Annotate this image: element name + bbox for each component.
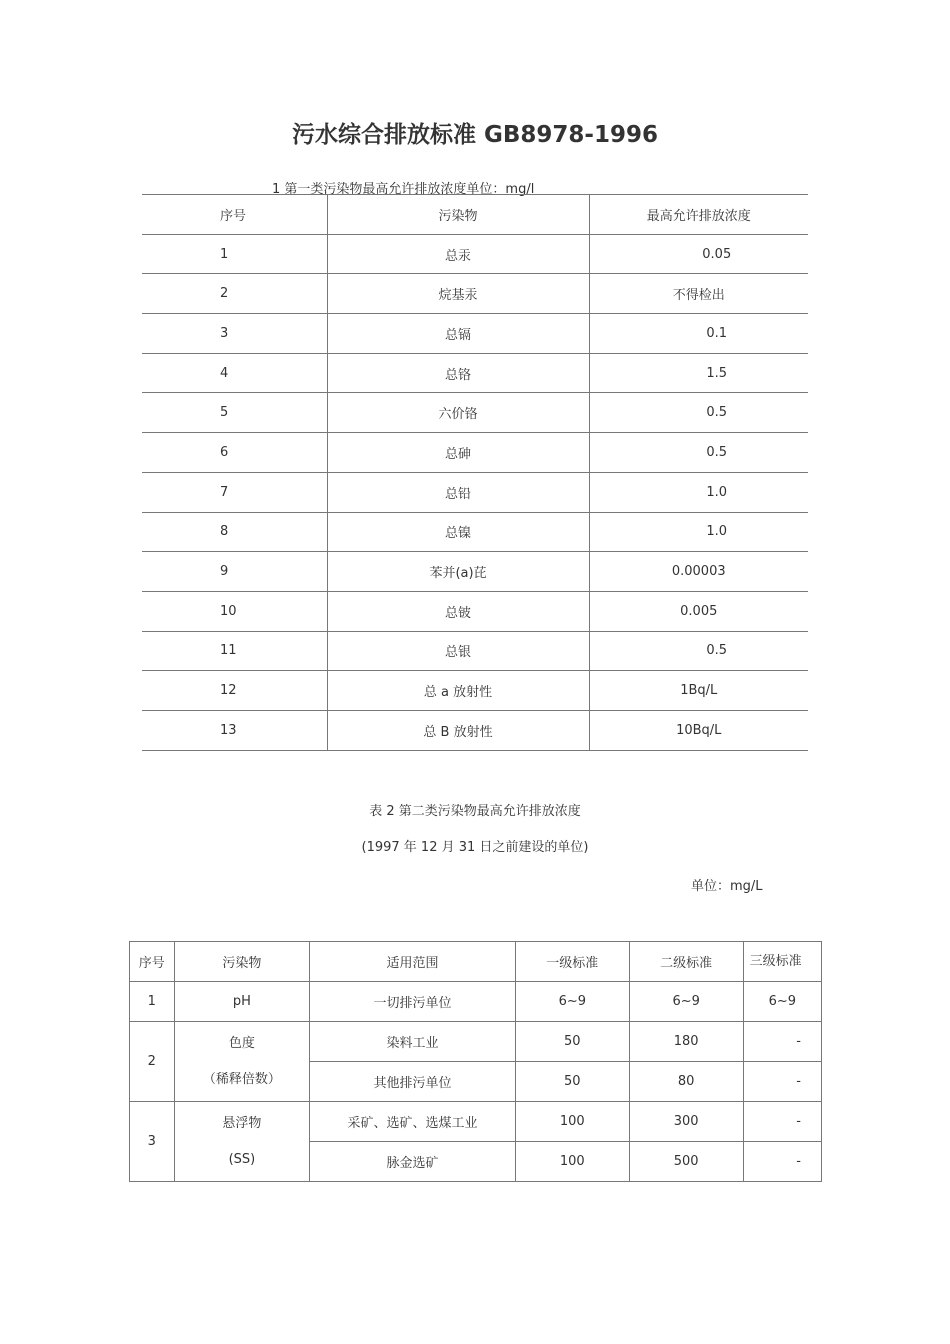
cell-pollutant: pH (174, 982, 310, 1022)
table-header-row (130, 942, 822, 982)
cell-scope: 采矿、选矿、选煤工业 (310, 1102, 516, 1142)
cell-pollutant (174, 1022, 310, 1102)
cell-level3: 6~9 (743, 982, 821, 1022)
table-row (142, 591, 808, 631)
cell-no: 1 (142, 234, 327, 274)
cell-pollutant: 总铬 (327, 353, 589, 393)
cell-max-concentration: 0.05 (589, 234, 808, 274)
document-title: 污水综合排放标准 GB8978-1996 (292, 122, 658, 148)
cell-level1: 6~9 (515, 982, 629, 1022)
table-row (142, 274, 808, 314)
cell-level2: 80 (629, 1062, 743, 1102)
cell-pollutant: 总铅 (327, 472, 589, 512)
cell-pollutant: 总镍 (327, 512, 589, 552)
cell-no: 4 (142, 353, 327, 393)
cell-no: 9 (142, 552, 327, 592)
cell-level2: 500 (629, 1142, 743, 1182)
header-cell: 三级标准 (743, 942, 821, 982)
header-cell: 序号 (130, 942, 175, 982)
cell-level1: 100 (515, 1142, 629, 1182)
cell-no: 2 (130, 1022, 175, 1102)
cell-max-concentration: 0.5 (589, 433, 808, 473)
cell-pollutant: 总 B 放射性 (327, 710, 589, 750)
table2 (129, 941, 822, 1182)
cell-level1: 100 (515, 1102, 629, 1142)
table1 (142, 194, 808, 751)
cell-scope: 一切排污单位 (310, 982, 516, 1022)
cell-no: 10 (142, 591, 327, 631)
table-row (142, 631, 808, 671)
cell-pollutant: 烷基汞 (327, 274, 589, 314)
cell-level2: 180 (629, 1022, 743, 1062)
cell-no: 12 (142, 671, 327, 711)
cell-pollutant (174, 1102, 310, 1182)
cell-no: 7 (142, 472, 327, 512)
cell-scope: 脉金选矿 (310, 1142, 516, 1182)
cell-pollutant: 总 a 放射性 (327, 671, 589, 711)
table-row (142, 393, 808, 433)
table-header-row (142, 195, 808, 235)
cell-no: 3 (130, 1102, 175, 1182)
cell-level1: 50 (515, 1022, 629, 1062)
cell-max-concentration: 0.5 (589, 393, 808, 433)
cell-no: 8 (142, 512, 327, 552)
cell-scope: 染料工业 (310, 1022, 516, 1062)
header-cell: 二级标准 (629, 942, 743, 982)
cell-no: 6 (142, 433, 327, 473)
cell-level2: 6~9 (629, 982, 743, 1022)
header-cell: 污染物 (327, 195, 589, 235)
cell-max-concentration: 1.0 (589, 512, 808, 552)
table-row (142, 512, 808, 552)
header-cell: 最高允许排放浓度 (589, 195, 808, 235)
table-row (142, 433, 808, 473)
cell-max-concentration: 1Bq/L (589, 671, 808, 711)
table-row (130, 982, 822, 1022)
cell-pollutant: 苯并(a)芘 (327, 552, 589, 592)
pollutant-name: 悬浮物 (222, 1115, 262, 1131)
cell-max-concentration: 1.5 (589, 353, 808, 393)
cell-no: 13 (142, 710, 327, 750)
pollutant-note: (SS) (228, 1151, 256, 1167)
cell-pollutant: 总砷 (327, 433, 589, 473)
cell-pollutant: 总汞 (327, 234, 589, 274)
table-row (130, 1022, 822, 1062)
header-cell: 污染物 (174, 942, 310, 982)
pollutant-name: 色度 (228, 1035, 255, 1051)
header-cell: 适用范围 (310, 942, 516, 982)
cell-pollutant: 总银 (327, 631, 589, 671)
header-cell: 序号 (142, 195, 327, 235)
cell-no: 5 (142, 393, 327, 433)
cell-max-concentration: 0.1 (589, 314, 808, 354)
cell-no: 3 (142, 314, 327, 354)
cell-max-concentration: 0.5 (589, 631, 808, 671)
table2-caption: 表 2 第二类污染物最高允许排放浓度 (369, 804, 581, 819)
table-row (142, 314, 808, 354)
cell-pollutant: 总铍 (327, 591, 589, 631)
table-row (142, 552, 808, 592)
cell-max-concentration: 10Bq/L (589, 710, 808, 750)
cell-no: 11 (142, 631, 327, 671)
cell-pollutant: 总镉 (327, 314, 589, 354)
cell-pollutant: 六价铬 (327, 393, 589, 433)
cell-level3: - (743, 1022, 821, 1062)
table2-unit: 单位：mg/L (691, 879, 763, 894)
pollutant-note: （稀释倍数） (202, 1071, 281, 1087)
cell-level3: - (743, 1102, 821, 1142)
table-row (142, 710, 808, 750)
cell-no: 1 (130, 982, 175, 1022)
table-row (142, 671, 808, 711)
header-cell: 一级标准 (515, 942, 629, 982)
table-row (142, 472, 808, 512)
cell-level2: 300 (629, 1102, 743, 1142)
cell-level3: - (743, 1142, 821, 1182)
cell-max-concentration: 1.0 (589, 472, 808, 512)
cell-level3: - (743, 1062, 821, 1102)
cell-scope: 其他排污单位 (310, 1062, 516, 1102)
cell-max-concentration: 0.005 (589, 591, 808, 631)
cell-max-concentration: 0.00003 (589, 552, 808, 592)
table2-subcaption: (1997 年 12 月 31 日之前建设的单位) (361, 840, 589, 855)
table-row (130, 1102, 822, 1142)
table-row (142, 353, 808, 393)
cell-level1: 50 (515, 1062, 629, 1102)
table1-caption: 1 第一类污染物最高允许排放浓度单位：mg/l (272, 182, 535, 197)
table-row (142, 234, 808, 274)
cell-no: 2 (142, 274, 327, 314)
cell-max-concentration: 不得检出 (589, 274, 808, 314)
